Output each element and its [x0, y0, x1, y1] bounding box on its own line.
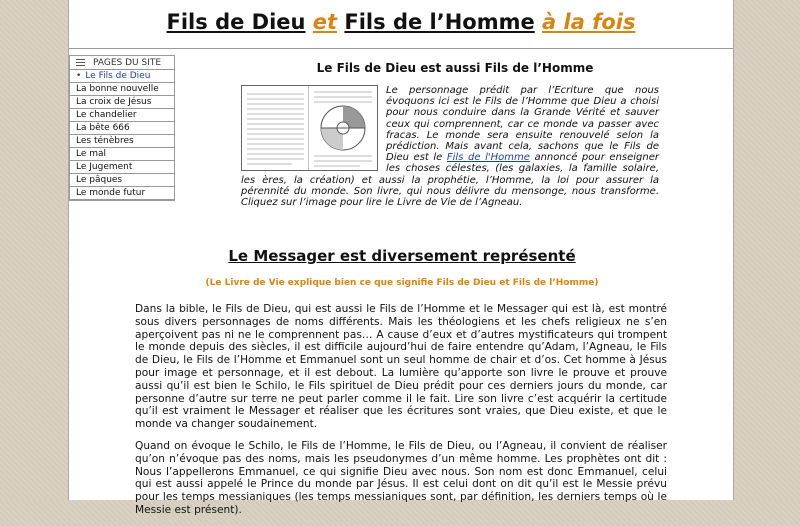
section-title: Le Fils de Dieu est aussi Fils de l’Homme — [316, 61, 594, 75]
intro-wrap — [181, 85, 659, 208]
sidebar-item-le-fils-de-dieu[interactable]: • Le Fils de Dieu — [70, 70, 174, 83]
sidebar-item-le-paques[interactable]: Le pâques — [70, 174, 174, 187]
sidebar-item-le-chandelier[interactable]: Le chandelier — [70, 109, 174, 122]
sidebar-item-la-bonne-nouvelle[interactable]: La bonne nouvelle — [70, 83, 174, 96]
sidebar-item-la-bete-666[interactable]: La bête 666 — [70, 122, 174, 135]
sidebar-item-le-mal[interactable]: Le mal — [70, 148, 174, 161]
fils-de-lhomme-link[interactable]: Fils de l'Homme — [446, 152, 530, 164]
book-thumbnail[interactable] — [241, 85, 378, 171]
sidebar-heading: PAGES DU SITE — [93, 57, 162, 68]
book-page-image — [242, 86, 377, 170]
sidebar-item-les-tenebres[interactable]: Les ténèbres — [70, 135, 174, 148]
site-header — [69, 0, 733, 49]
header-part-3: Fils de l’Homme — [344, 10, 535, 34]
header-part-4: à la fois — [542, 10, 636, 34]
paragraph-2: Quand on évoque le Schilo, le Fils de l’Homme, le Fils de Dieu, ou l’Agneau, il convient de réaliser qu’on n’évoque pas des noms, mais les pseudonymes d’un même homme. Les prophètes ont dit : Nous l’appellerons Emmanuel, ce qui signifie Dieu avec nous. Son nom est donc Emmanuel, celui qui est aussi appelé le Prince du monde par Jésus. Il est celui dont on dit qu’il est le Messie prévu pour les temps messianiques (les temps messianiques sont, par définition, les derniers temps où le Messie est présent). — [135, 439, 667, 516]
header-part-2: et — [312, 10, 338, 34]
intro-text-before: Le personnage prédit par l’Ecriture que nous évoquons ici est le Fils de l’Homme que Dieu a choisi pour nous conduire dans la Grande Vérité et sauver ceux qui comprennent, car ce monde va passer avec fracas. Le monde sera ensuite renouvelé selon la prédiction. Mais avant cela, sachons que le Fils de Dieu est le — [386, 85, 659, 164]
article-body — [135, 303, 667, 526]
sidebar-menu — [69, 55, 175, 201]
main-subtitle: (Le Livre de Vie explique bien ce que signifie Fils de Dieu et Fils de l’Homme) — [205, 278, 599, 288]
header-part-1: Fils de Dieu — [166, 10, 306, 34]
intro-section — [181, 55, 729, 208]
menu-icon — [76, 57, 85, 68]
main-title: Le Messager est diversement représenté — [228, 247, 576, 265]
sidebar-item-la-croix-de-jesus[interactable]: La croix de Jésus — [70, 96, 174, 109]
page-container — [68, 0, 734, 516]
sidebar-item-le-monde-futur[interactable]: Le monde futur — [70, 187, 174, 200]
sidebar-item-le-jugement[interactable]: Le Jugement — [70, 161, 174, 174]
paragraph-1: Dans la bible, le Fils de Dieu, qui est aussi le Fils de l’Homme et le Messager qui est là, est montré sous divers personnages de noms différents. Mais les théologiens et les chefs religieux ne s’en aperçoivent pas ni ne le comprennent pas… A cause d’eux et d’autres mystificateurs qui trompent le monde depuis des siècles, il est difficile aujourd’hui de faire entendre qu’Adam, l’Agneau, le Fils de Dieu, le Fils de l’Homme et Emmanuel sont un seul homme de chair et d’os. Cet homme à Jésus pour image et personnage, et il est debout. La lumière qu’apporte son livre le prouve et prouve aussi qu’il est bien le Schilo, le Fils spirituel de Dieu prédit pour ces derniers jours du monde, car personne d’autre sur terre ne peut parler comme il le fait. Lire son livre c’est acquérir la certitude qu’il est vraiment le Messager et réaliser que les écritures sont vraies, que Dieu existe, et que le monde va changer soudainement. — [135, 303, 667, 431]
sidebar-heading-row — [70, 56, 174, 70]
intro-text-after: annoncé pour enseigner les choses célestes, (les galaxies, la famille solaire, les ères, la création) et aussi la prophétie, l’Homme, la loi pour assurer la pérennité du monde. Son livre, qui nous délivre du mensonge, nous transforme. Cliquez sur l’image pour lire le Livre de Vie de l’Agneau. — [241, 152, 659, 209]
